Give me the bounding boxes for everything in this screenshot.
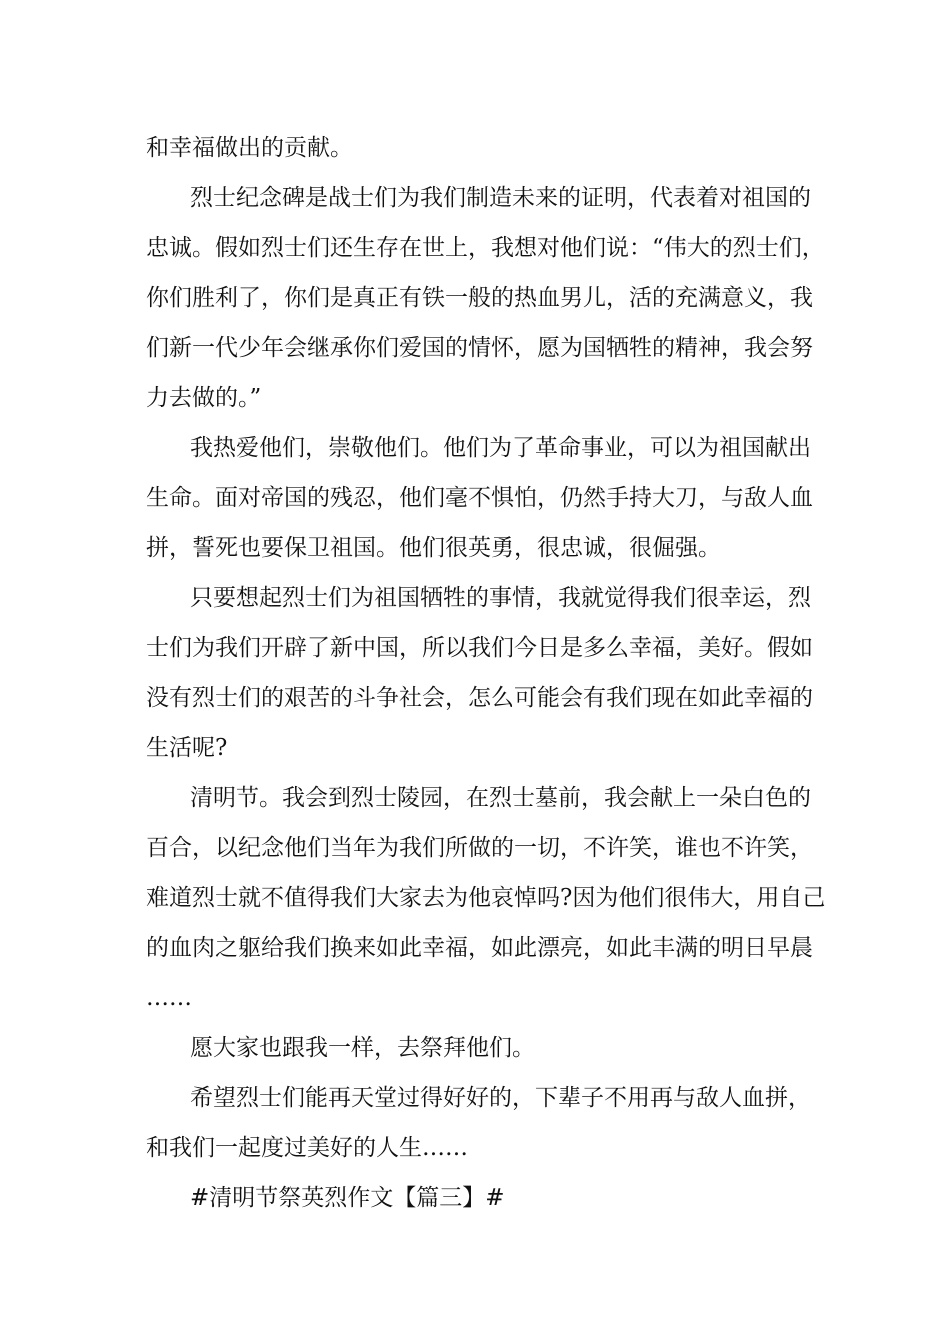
text-line: ……	[146, 985, 192, 1011]
section-heading: #清明节祭英烈作文【篇三】#	[190, 1185, 505, 1211]
text-line: 难道烈士就不值得我们大家去为他哀悼吗?因为他们很伟大，用自己	[146, 885, 826, 911]
text-line: 烈士纪念碑是战士们为我们制造未来的证明，代表着对祖国的	[190, 185, 811, 211]
text-line: 的血肉之躯给我们换来如此幸福，如此漂亮，如此丰满的明日早晨	[146, 935, 813, 961]
text-line: 们新一代少年会继承你们爱国的情怀，愿为国牺牲的精神，我会努	[146, 335, 813, 361]
text-line: 忠诚。假如烈士们还生存在世上，我想对他们说：“伟大的烈士们，	[146, 235, 825, 261]
text-line: 力去做的。”	[146, 385, 262, 411]
text-line: 你们胜利了，你们是真正有铁一般的热血男儿，活的充满意义，我	[146, 285, 813, 311]
text-line: 清明节。我会到烈士陵园，在烈士墓前，我会献上一朵白色的	[190, 785, 811, 811]
text-line: 士们为我们开辟了新中国，所以我们今日是多么幸福，美好。假如	[146, 635, 813, 661]
text-line: 我热爱他们，崇敬他们。他们为了革命事业，可以为祖国献出	[190, 435, 811, 461]
text-line: 拼，誓死也要保卫祖国。他们很英勇，很忠诚，很倔强。	[146, 535, 721, 561]
text-line: 生命。面对帝国的残忍，他们毫不惧怕，仍然手持大刀，与敌人血	[146, 485, 813, 511]
text-line: 和幸福做出的贡献。	[146, 135, 353, 161]
text-line: 没有烈士们的艰苦的斗争社会，怎么可能会有我们现在如此幸福的	[146, 685, 813, 711]
text-line: 百合，以纪念他们当年为我们所做的一切，不许笑，谁也不许笑，	[146, 835, 813, 861]
text-line: 希望烈士们能再天堂过得好好的，下辈子不用再与敌人血拼，	[190, 1085, 811, 1111]
text-line: 和我们一起度过美好的人生……	[146, 1135, 468, 1161]
text-line: 愿大家也跟我一样，去祭拜他们。	[190, 1035, 535, 1061]
text-line: 只要想起烈士们为祖国牺牲的事情，我就觉得我们很幸运，烈	[190, 585, 811, 611]
text-line: 生活呢?	[146, 735, 228, 761]
